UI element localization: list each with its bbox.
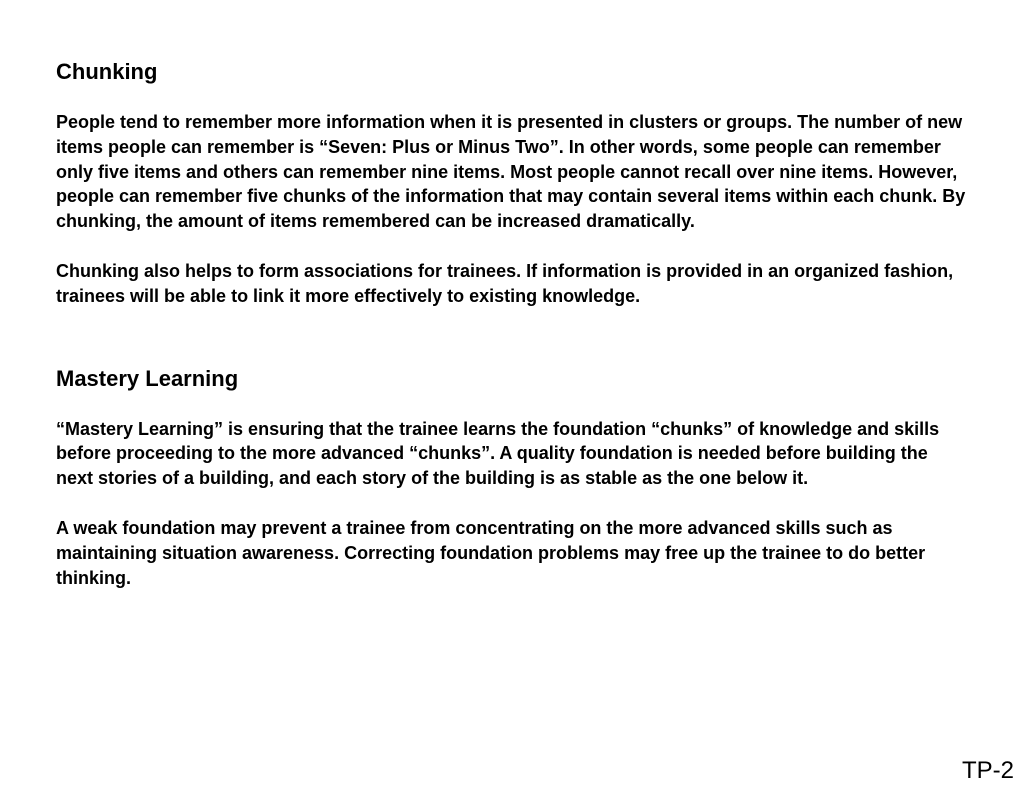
chunking-paragraph-2: Chunking also helps to form associations for trainees. If information is provided in an organized fashion, trainees will be able to link it more effectively to existing knowledge. [56, 260, 954, 306]
chunking-paragraph-1: People tend to remember more information when it is presented in clusters or groups. The number of new items people can remember is “Seven: Plus or Minus Two”. In other words, some people can remember only five items and others can remember nine items. Most people cannot recall over nine items. However, people can remember five chunks of the information that may contain several items within each chunk. By chunking, the amount of items remembered can be increased dramatically. [56, 112, 966, 232]
mastery-learning-paragraph-1: “Mastery Learning” is ensuring that the trainee learns the foundation “chunks” of knowledge and skills before proceeding to the more advanced “chunks”. A quality foundation is needed before building the next stories of a building, and each story of the building is as stable as the one below it. [56, 418, 940, 489]
page-number: TP-2 [961, 757, 1014, 784]
section-heading-chunking: Chunking [56, 59, 158, 84]
section-heading-mastery-learning: Mastery Learning [56, 365, 239, 391]
document-page [56, 58, 966, 590]
mastery-learning-paragraph-2: A weak foundation may prevent a trainee from concentrating on the more advanced skills such as maintaining situation awareness. Correcting foundation problems may free up the trainee to do better thinking. [56, 517, 926, 588]
